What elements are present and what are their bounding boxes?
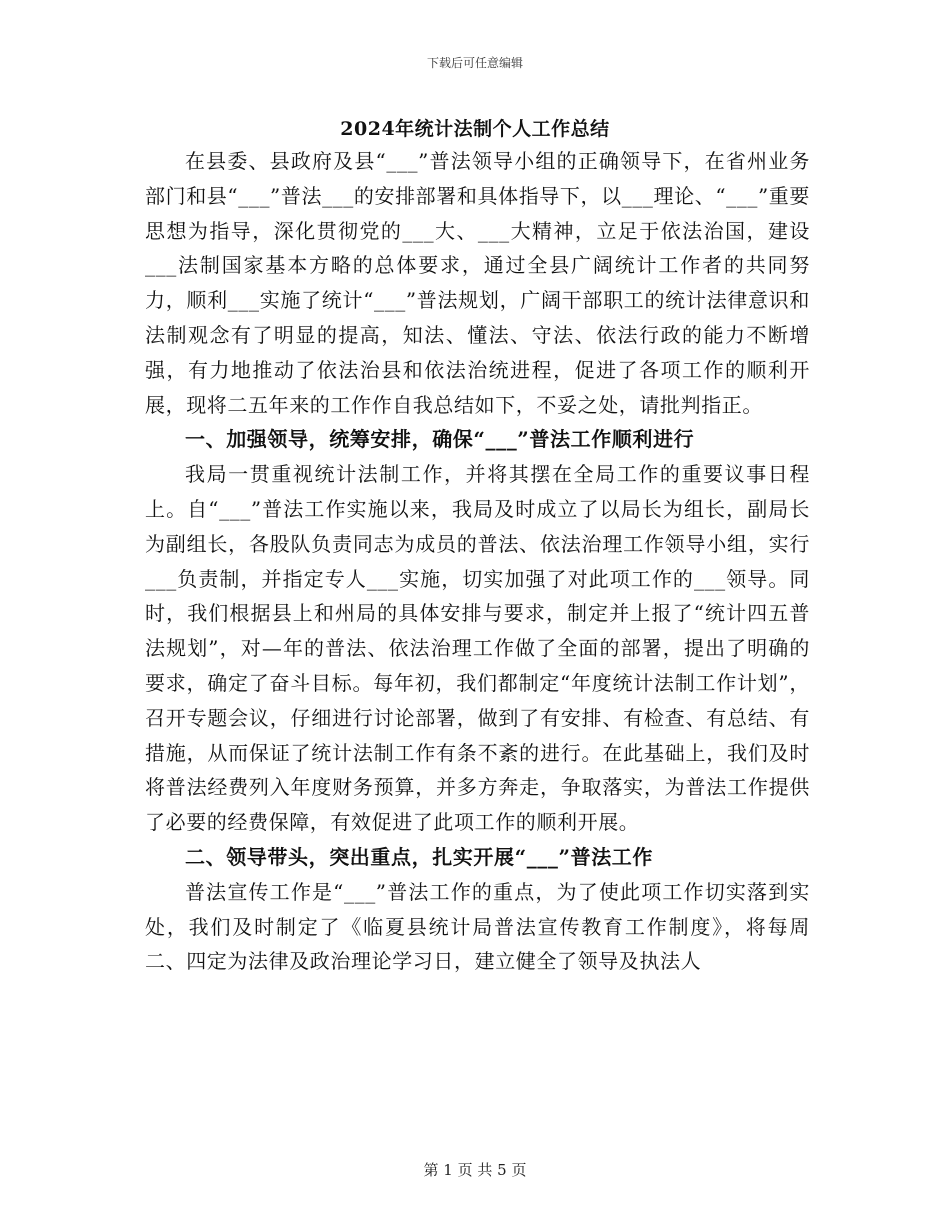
paragraph-intro: 在县委、县政府及县“___”普法领导小组的正确领导下，在省州业务部门和县“___”普法___的安排部署和具体指导下，以___理论、“___”重要思想为指导，深化贯彻党的___大、___大精神，立足于依法治国，建设___法制国家基本方略的总体要求，通过全县广阔统计工作者的共同努力，顺利___实施了统计“___”普法规划，广阔干部职工的统计法律意识和法制观念有了明显的提高，知法、懂法、守法、依法行政的能力不断增强，有力地推动了依法治县和依法治统进程，促进了各项工作的顺利开展，现将二五年来的工作作自我总结如下，不妥之处，请批判指正。	[145, 149, 810, 417]
section-heading-1: 一、加强领导，统筹安排，确保“___”普法工作顺利进行	[185, 427, 695, 452]
section-heading-2: 二、领导带头，突出重点，扎实开展“___”普法工作	[185, 844, 654, 869]
document-title: 2024年统计法制个人工作总结	[340, 118, 610, 140]
document-body	[145, 144, 810, 979]
paragraph-section-1: 我局一贯重视统计法制工作，并将其摆在全局工作的重要议事日程上。自“___”普法工作实施以来，我局及时成立了以局长为组长，副局长为副组长，各股队负责同志为成员的普法、依法治理工作领导小组，实行___负责制，并指定专人___实施，切实加强了对此项工作的___领导。同时，我们根据县上和州局的具体安排与要求，制定并上报了“统计四五普法规划”，对—年的普法、依法治理工作做了全面的部署，提出了明确的要求，确定了奋斗目标。每年初，我们都制定“年度统计法制工作计划”，召开专题会议，仔细进行讨论部署，做到了有安排、有检查、有总结、有措施，从而保证了统计法制工作有条不紊的进行。在此基础上，我们及时将普法经费列入年度财务预算，并多方奔走，争取落实，为普法工作提供了必要的经费保障，有效促进了此项工作的顺利开展。	[145, 462, 810, 835]
page-header-note: 下载后可任意编辑	[426, 56, 523, 70]
paragraph-section-2: 普法宣传工作是“___”普法工作的重点，为了使此项工作切实落到实处，我们及时制定了《临夏县统计局普法宣传教育工作制度》，将每周二、四定为法律及政治理论学习日，建立健全了领导及执法人	[145, 879, 810, 974]
page-footer-number: 第 1 页 共 5 页	[423, 1161, 527, 1179]
